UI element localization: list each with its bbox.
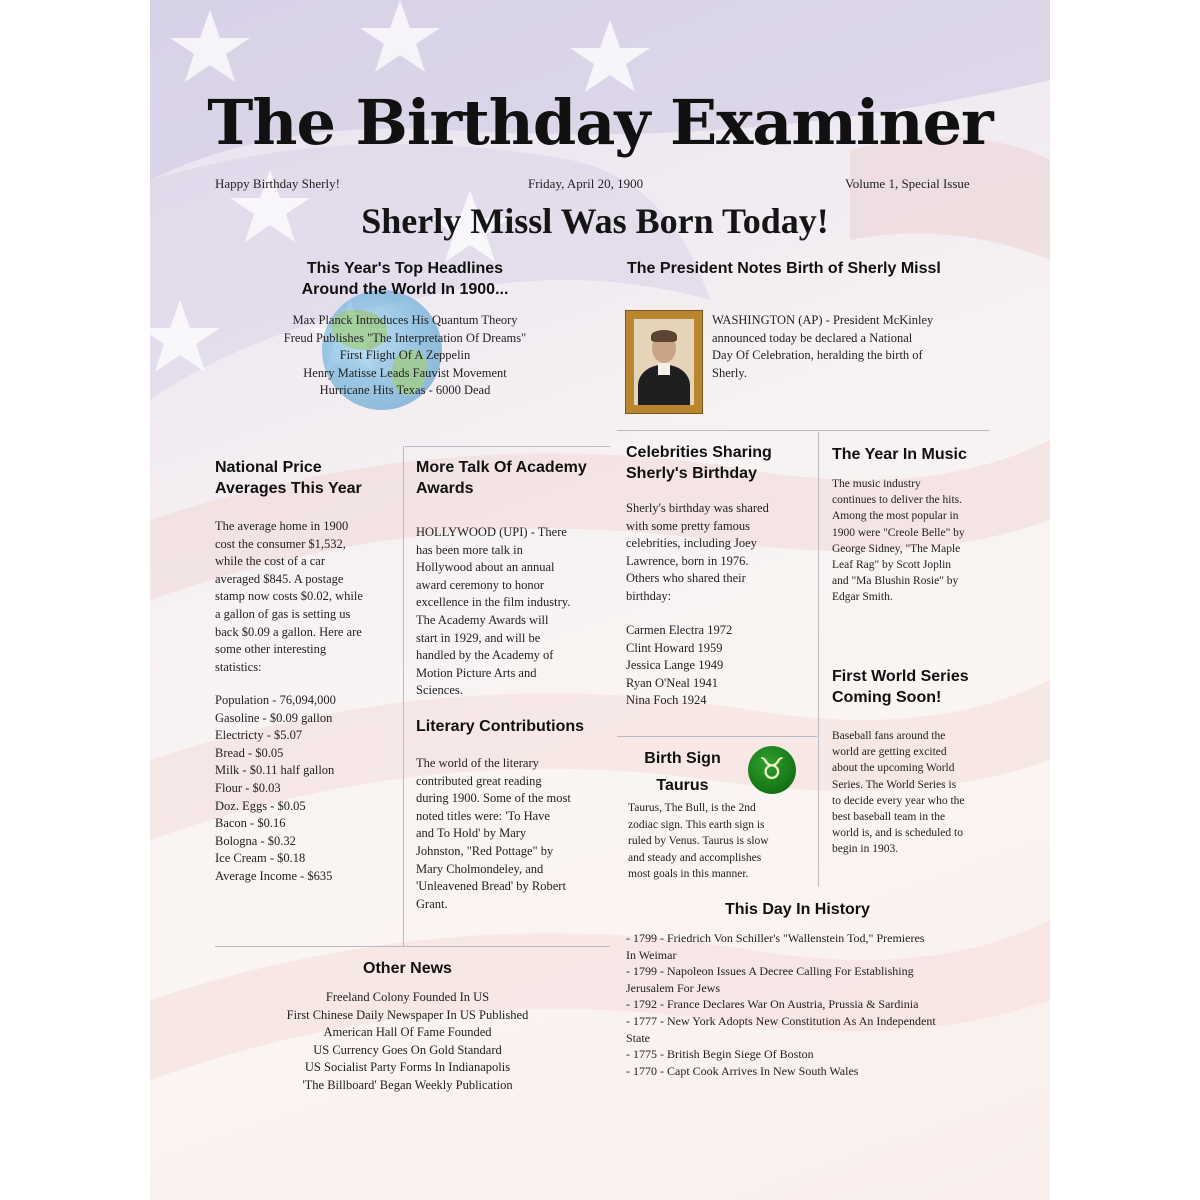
list-item: - 1792 - France Declares War On Austria, Prussia & Sardinia <box>626 997 919 1012</box>
divider <box>405 446 610 447</box>
list-item: - 1799 - Napoleon Issues A Decree Calling For Establishing <box>626 964 914 979</box>
world-series-title: First World Series Coming Soon! <box>832 668 969 706</box>
list-item: Gasoline - $0.09 gallon <box>215 710 333 725</box>
list-item: 'The Billboard' Began Weekly Publication <box>302 1077 513 1092</box>
divider <box>215 946 610 947</box>
list-item: - 1770 - Capt Cook Arrives In New South Wales <box>626 1063 859 1078</box>
list-item: Average Income - $635 <box>215 868 333 883</box>
main-headline: Sherly Missl Was Born Today! <box>361 201 829 241</box>
list-item: Hurricane Hits Texas - 6000 Dead <box>319 383 491 398</box>
list-item: Clint Howard 1959 <box>626 640 723 655</box>
list-item: Jessica Lange 1949 <box>626 658 724 673</box>
top-headlines-title-line1: This Year's Top Headlines <box>306 260 504 277</box>
world-series-article: Baseball fans around the world are getting excited about the upcoming World Series. The World Series is to decide every year who the best baseball team in the world is, and is scheduled to begin in 1903. <box>832 730 965 856</box>
top-headlines-list <box>240 312 570 400</box>
top-headlines-title-line2: Around the World In 1900... <box>301 281 509 298</box>
president-title: The President Notes Birth of Sherly Missl <box>627 260 941 277</box>
celebrities-title: Celebrities Sharing Sherly's Birthday <box>626 444 772 482</box>
list-item: Population - 76,094,000 <box>215 693 336 707</box>
divider <box>403 446 404 946</box>
list-item: - 1777 - New York Adopts New Constitution As An Independent <box>626 1013 936 1028</box>
list-item: US Currency Goes On Gold Standard <box>313 1042 502 1057</box>
prices-list <box>215 692 336 886</box>
list-item: Flour - $0.03 <box>215 780 281 795</box>
other-news-list <box>215 989 600 1095</box>
music-article: The music industry continues to deliver the hits. Among the most popular in 1900 were "Creole Belle" by George Sidney, "The Maple Leaf Rag" by Scott Joplin and "Ma Blushin Rosie" by Edgar Smith. <box>832 478 965 604</box>
list-item: Carmen Electra 1972 <box>626 623 733 637</box>
list-item: State <box>626 1030 650 1045</box>
birth-sign-title: Birth Sign Taurus <box>644 750 721 794</box>
list-item: Doz. Eggs - $0.05 <box>215 798 306 813</box>
list-item: US Socialist Party Forms In Indianapolis <box>304 1060 511 1075</box>
list-item: First Chinese Daily Newspaper In US Published <box>286 1007 529 1022</box>
celebrities-intro: Sherly's birthday was shared with some pretty famous celebrities, including Joey Lawrence, born in 1976. Others who shared their birthday: <box>626 501 769 603</box>
issue-date: Friday, April 20, 1900 <box>528 176 644 191</box>
literary-article: The world of the literary contributed great reading during 1900. Some of the most noted titles were: 'To Have and To Hold' by Mary Johnston, "Red Pottage" by Mary Cholmondeley, and 'Unleavened Bread' by Robert Grant. <box>416 756 571 911</box>
taurus-icon: ♉ <box>748 746 796 794</box>
prices-intro: The average home in 1900 cost the consumer $1,532, while the cost of a car averaged $845. A postage stamp now costs $0.02, while a gallon of gas is setting us back $0.09 a gallon. Here are some other interesting statistics: <box>215 519 363 674</box>
list-item: Ryan O'Neal 1941 <box>626 675 719 690</box>
list-item: Henry Matisse Leads Fauvist Movement <box>303 365 507 380</box>
greeting-text: Happy Birthday Sherly! <box>215 176 340 191</box>
list-item: - 1775 - British Begin Siege Of Boston <box>626 1047 814 1062</box>
divider <box>617 430 990 431</box>
academy-article: HOLLYWOOD (UPI) - There has been more talk in Hollywood about an annual award ceremony to honor excellence in the film industry. The Academy Awards will start in 1929, and will be handled by the Academy of Motion Picture Arts and Sciences. <box>416 525 571 698</box>
list-item: In Weimar <box>626 947 677 962</box>
literary-title: Literary Contributions <box>416 718 585 735</box>
other-news-title: Other News <box>363 960 452 977</box>
list-item: Nina Foch 1924 <box>626 693 707 708</box>
divider <box>617 736 817 737</box>
academy-title: More Talk Of Academy Awards <box>416 459 587 497</box>
list-item: Ice Cream - $0.18 <box>215 851 306 866</box>
president-article: WASHINGTON (AP) - President McKinley announced today be declared a National Day Of Celebration, heralding the birth of Sherly. <box>712 313 934 380</box>
divider <box>818 432 819 887</box>
list-item: First Flight Of A Zeppelin <box>339 348 471 363</box>
birth-sign-text: Taurus, The Bull, is the 2nd zodiac sign. This earth sign is ruled by Venus. Taurus is slow and steady and accomplishes most goals in this manner. <box>628 802 769 880</box>
history-list <box>626 930 936 1079</box>
history-title: This Day In History <box>725 901 870 918</box>
list-item: Milk - $0.11 half gallon <box>215 763 335 778</box>
prices-title: National Price Averages This Year <box>215 459 362 497</box>
masthead-title: The Birthday Examiner <box>207 86 993 159</box>
list-item: Max Planck Introduces His Quantum Theory <box>292 313 518 327</box>
volume-label: Volume 1, Special Issue <box>845 176 970 191</box>
music-title: The Year In Music <box>832 446 967 463</box>
top-headlines-title <box>275 258 535 300</box>
list-item: Freud Publishes "The Interpretation Of Dreams" <box>283 330 527 345</box>
list-item: Jerusalem For Jews <box>626 980 720 995</box>
list-item: American Hall Of Fame Founded <box>323 1025 492 1040</box>
list-item: Bologna - $0.32 <box>215 833 296 848</box>
president-portrait <box>625 310 703 414</box>
list-item: Freeland Colony Founded In US <box>325 990 490 1004</box>
list-item: Bread - $0.05 <box>215 745 284 760</box>
list-item: Electricty - $5.07 <box>215 728 303 743</box>
list-item: - 1799 - Friedrich Von Schiller's "Wallenstein Tod," Premieres <box>626 931 925 945</box>
celebrities-list <box>626 622 732 710</box>
list-item: Bacon - $0.16 <box>215 816 286 831</box>
